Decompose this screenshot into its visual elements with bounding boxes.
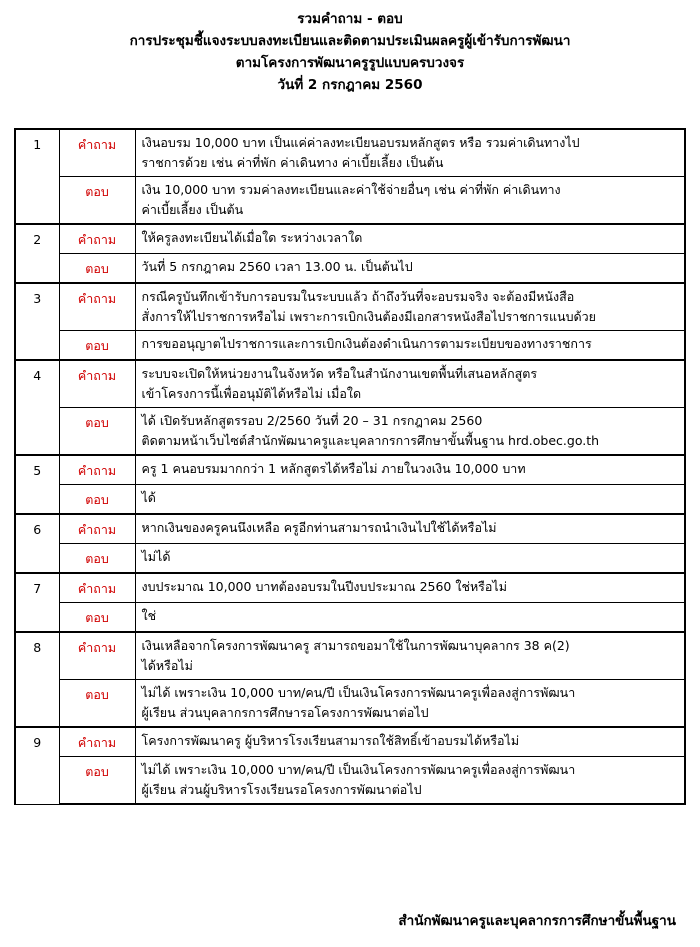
answer-text: [135, 603, 685, 633]
question-label: คำถาม: [59, 224, 135, 254]
question-text: [135, 283, 685, 331]
header-subtitle: การประชุมชี้แจงระบบลงทะเบียนและติดตามประเมินผลครูผู้เข้ารับการพัฒนา: [129, 33, 571, 49]
answer-line: วันที่ 5 กรกฎาคม 2560 เวลา 13.00 น. เป็นต้นไป: [141, 259, 413, 274]
answer-label: ตอบ: [59, 603, 135, 633]
qa-question-row: [15, 514, 685, 544]
answer-text: [135, 485, 685, 515]
answer-line: ผู้เรียน ส่วนบุคลากรการศึกษารอโครงการพัฒนาต่อไป: [141, 705, 429, 720]
qa-question-row: [15, 455, 685, 485]
qa-question-row: [15, 129, 685, 177]
qa-question-row: [15, 632, 685, 680]
answer-line: ค่าเบี้ยเลี้ยง เป็นต้น: [141, 202, 244, 217]
answer-line: ไม่ได้ เพราะเงิน 10,000 บาท/คน/ปี เป็นเงินโครงการพัฒนาครูเพื่อลงสู่การพัฒนา: [141, 762, 576, 777]
question-text: [135, 632, 685, 680]
answer-line: ได้ เปิดรับหลักสูตรรอบ 2/2560 วันที่ 20 – 31 กรกฎาคม 2560: [141, 413, 483, 428]
question-text: [135, 129, 685, 177]
qa-question-row: [15, 360, 685, 408]
answer-label: ตอบ: [59, 485, 135, 515]
qa-answer-row: [15, 603, 685, 633]
qa-answer-row: [15, 331, 685, 361]
question-text: [135, 455, 685, 485]
answer-text: [135, 254, 685, 284]
qa-answer-row: [15, 177, 685, 225]
qa-answer-row: [15, 544, 685, 574]
question-line: เงินอบรม 10,000 บาท เป็นแค่ค่าลงทะเบียนอบรมหลักสูตร หรือ รวมค่าเดินทางไป: [141, 135, 580, 150]
answer-label: ตอบ: [59, 680, 135, 728]
question-line: ราชการด้วย เช่น ค่าที่พัก ค่าเดินทาง ค่าเบี้ยเลี้ยง เป็นต้น: [141, 155, 444, 170]
question-text: [135, 727, 685, 757]
question-label: คำถาม: [59, 283, 135, 331]
question-line: ครู 1 คนอบรมมากกว่า 1 หลักสูตรได้หรือไม่ ภายในวงเงิน 10,000 บาท: [141, 461, 526, 476]
qa-question-row: [15, 727, 685, 757]
question-line: ระบบจะเปิดให้หน่วยงานในจังหวัด หรือในสำนักงานเขตพื้นที่เสนอหลักสูตร: [141, 366, 538, 381]
item-number: 2: [15, 224, 59, 283]
qa-answer-row: [15, 254, 685, 284]
question-line: ให้ครูลงทะเบียนได้เมื่อใด ระหว่างเวลาใด: [141, 230, 363, 245]
answer-label: ตอบ: [59, 544, 135, 574]
answer-text: [135, 757, 685, 805]
qa-question-row: [15, 283, 685, 331]
qa-table: [14, 128, 686, 805]
qa-answer-row: [15, 680, 685, 728]
item-number: 4: [15, 360, 59, 455]
question-label: คำถาม: [59, 360, 135, 408]
answer-line: ไม่ได้: [141, 549, 171, 564]
item-number: 5: [15, 455, 59, 514]
question-line: โครงการพัฒนาครู ผู้บริหารโรงเรียนสามารถใช้สิทธิ์เข้าอบรมได้หรือไม่: [141, 733, 520, 748]
item-number: 8: [15, 632, 59, 727]
header-date: วันที่ 2 กรกฎาคม 2560: [277, 77, 423, 93]
answer-label: ตอบ: [59, 757, 135, 805]
answer-text: [135, 680, 685, 728]
answer-label: ตอบ: [59, 177, 135, 225]
header-title: รวมคำถาม - ตอบ: [297, 11, 403, 27]
item-number: 6: [15, 514, 59, 573]
question-label: คำถาม: [59, 573, 135, 603]
question-line: หากเงินของครูคนนึงเหลือ ครูอีกท่านสามารถนำเงินไปใช้ได้หรือไม่: [141, 520, 497, 535]
answer-line: การขออนุญาตไปราชการและการเบิกเงินต้องดำเนินการตามระเบียบของทางราชการ: [141, 336, 592, 351]
answer-line: ได้: [141, 490, 156, 505]
answer-line: เงิน 10,000 บาท รวมค่าลงทะเบียนและค่าใช้จ่ายอื่นๆ เช่น ค่าที่พัก ค่าเดินทาง: [141, 182, 561, 197]
question-line: เงินเหลือจากโครงการพัฒนาครู สามารถขอมาใช้ในการพัฒนาบุคลากร 38 ค(2): [141, 638, 570, 653]
answer-line: ไม่ได้ เพราะเงิน 10,000 บาท/คน/ปี เป็นเงินโครงการพัฒนาครูเพื่อลงสู่การพัฒนา: [141, 685, 576, 700]
question-label: คำถาม: [59, 129, 135, 177]
question-line: กรณีครูบันทึกเข้ารับการอบรมในระบบแล้ว ถ้าถึงวันที่จะอบรมจริง จะต้องมีหนังสือ: [141, 289, 575, 304]
item-number: 9: [15, 727, 59, 804]
question-line: ได้หรือไม่: [141, 658, 193, 673]
question-label: คำถาม: [59, 727, 135, 757]
item-number: 7: [15, 573, 59, 632]
answer-label: ตอบ: [59, 331, 135, 361]
question-line: งบประมาณ 10,000 บาทต้องอบรมในปีงบประมาณ 2560 ใช่หรือไม่: [141, 579, 507, 594]
qa-question-row: [15, 573, 685, 603]
qa-answer-row: [15, 485, 685, 515]
question-text: [135, 224, 685, 254]
question-text: [135, 360, 685, 408]
qa-question-row: [15, 224, 685, 254]
answer-line: ใช่: [141, 608, 157, 623]
item-number: 3: [15, 283, 59, 360]
qa-answer-row: [15, 408, 685, 456]
answer-text: [135, 331, 685, 361]
answer-text: [135, 544, 685, 574]
answer-text: [135, 177, 685, 225]
question-line: เข้าโครงการนี้เพื่ออนุมัติได้หรือไม่ เมื่อใด: [141, 386, 362, 401]
answer-line: ติดตามหน้าเว็บไซต์สำนักพัฒนาครูและบุคลากรการศึกษาขั้นพื้นฐาน hrd.obec.go.th: [141, 433, 600, 448]
header-project: ตามโครงการพัฒนาครูรูปแบบครบวงจร: [235, 55, 465, 71]
question-line: สั่งการให้ไปราชการหรือไม่ เพราะการเบิกเงินต้องมีเอกสารหนังสือไปราชการแนบด้วย: [141, 309, 596, 324]
question-text: [135, 573, 685, 603]
question-label: คำถาม: [59, 514, 135, 544]
qa-answer-row: [15, 757, 685, 805]
answer-label: ตอบ: [59, 254, 135, 284]
item-number: 1: [15, 129, 59, 224]
question-text: [135, 514, 685, 544]
document-header: [0, 8, 700, 96]
answer-text: [135, 408, 685, 456]
footer-organization: สำนักพัฒนาครูและบุคลากรการศึกษาขั้นพื้นฐาน: [398, 913, 676, 929]
question-label: คำถาม: [59, 455, 135, 485]
answer-line: ผู้เรียน ส่วนผู้บริหารโรงเรียนรอโครงการพัฒนาต่อไป: [141, 782, 422, 797]
question-label: คำถาม: [59, 632, 135, 680]
answer-label: ตอบ: [59, 408, 135, 456]
